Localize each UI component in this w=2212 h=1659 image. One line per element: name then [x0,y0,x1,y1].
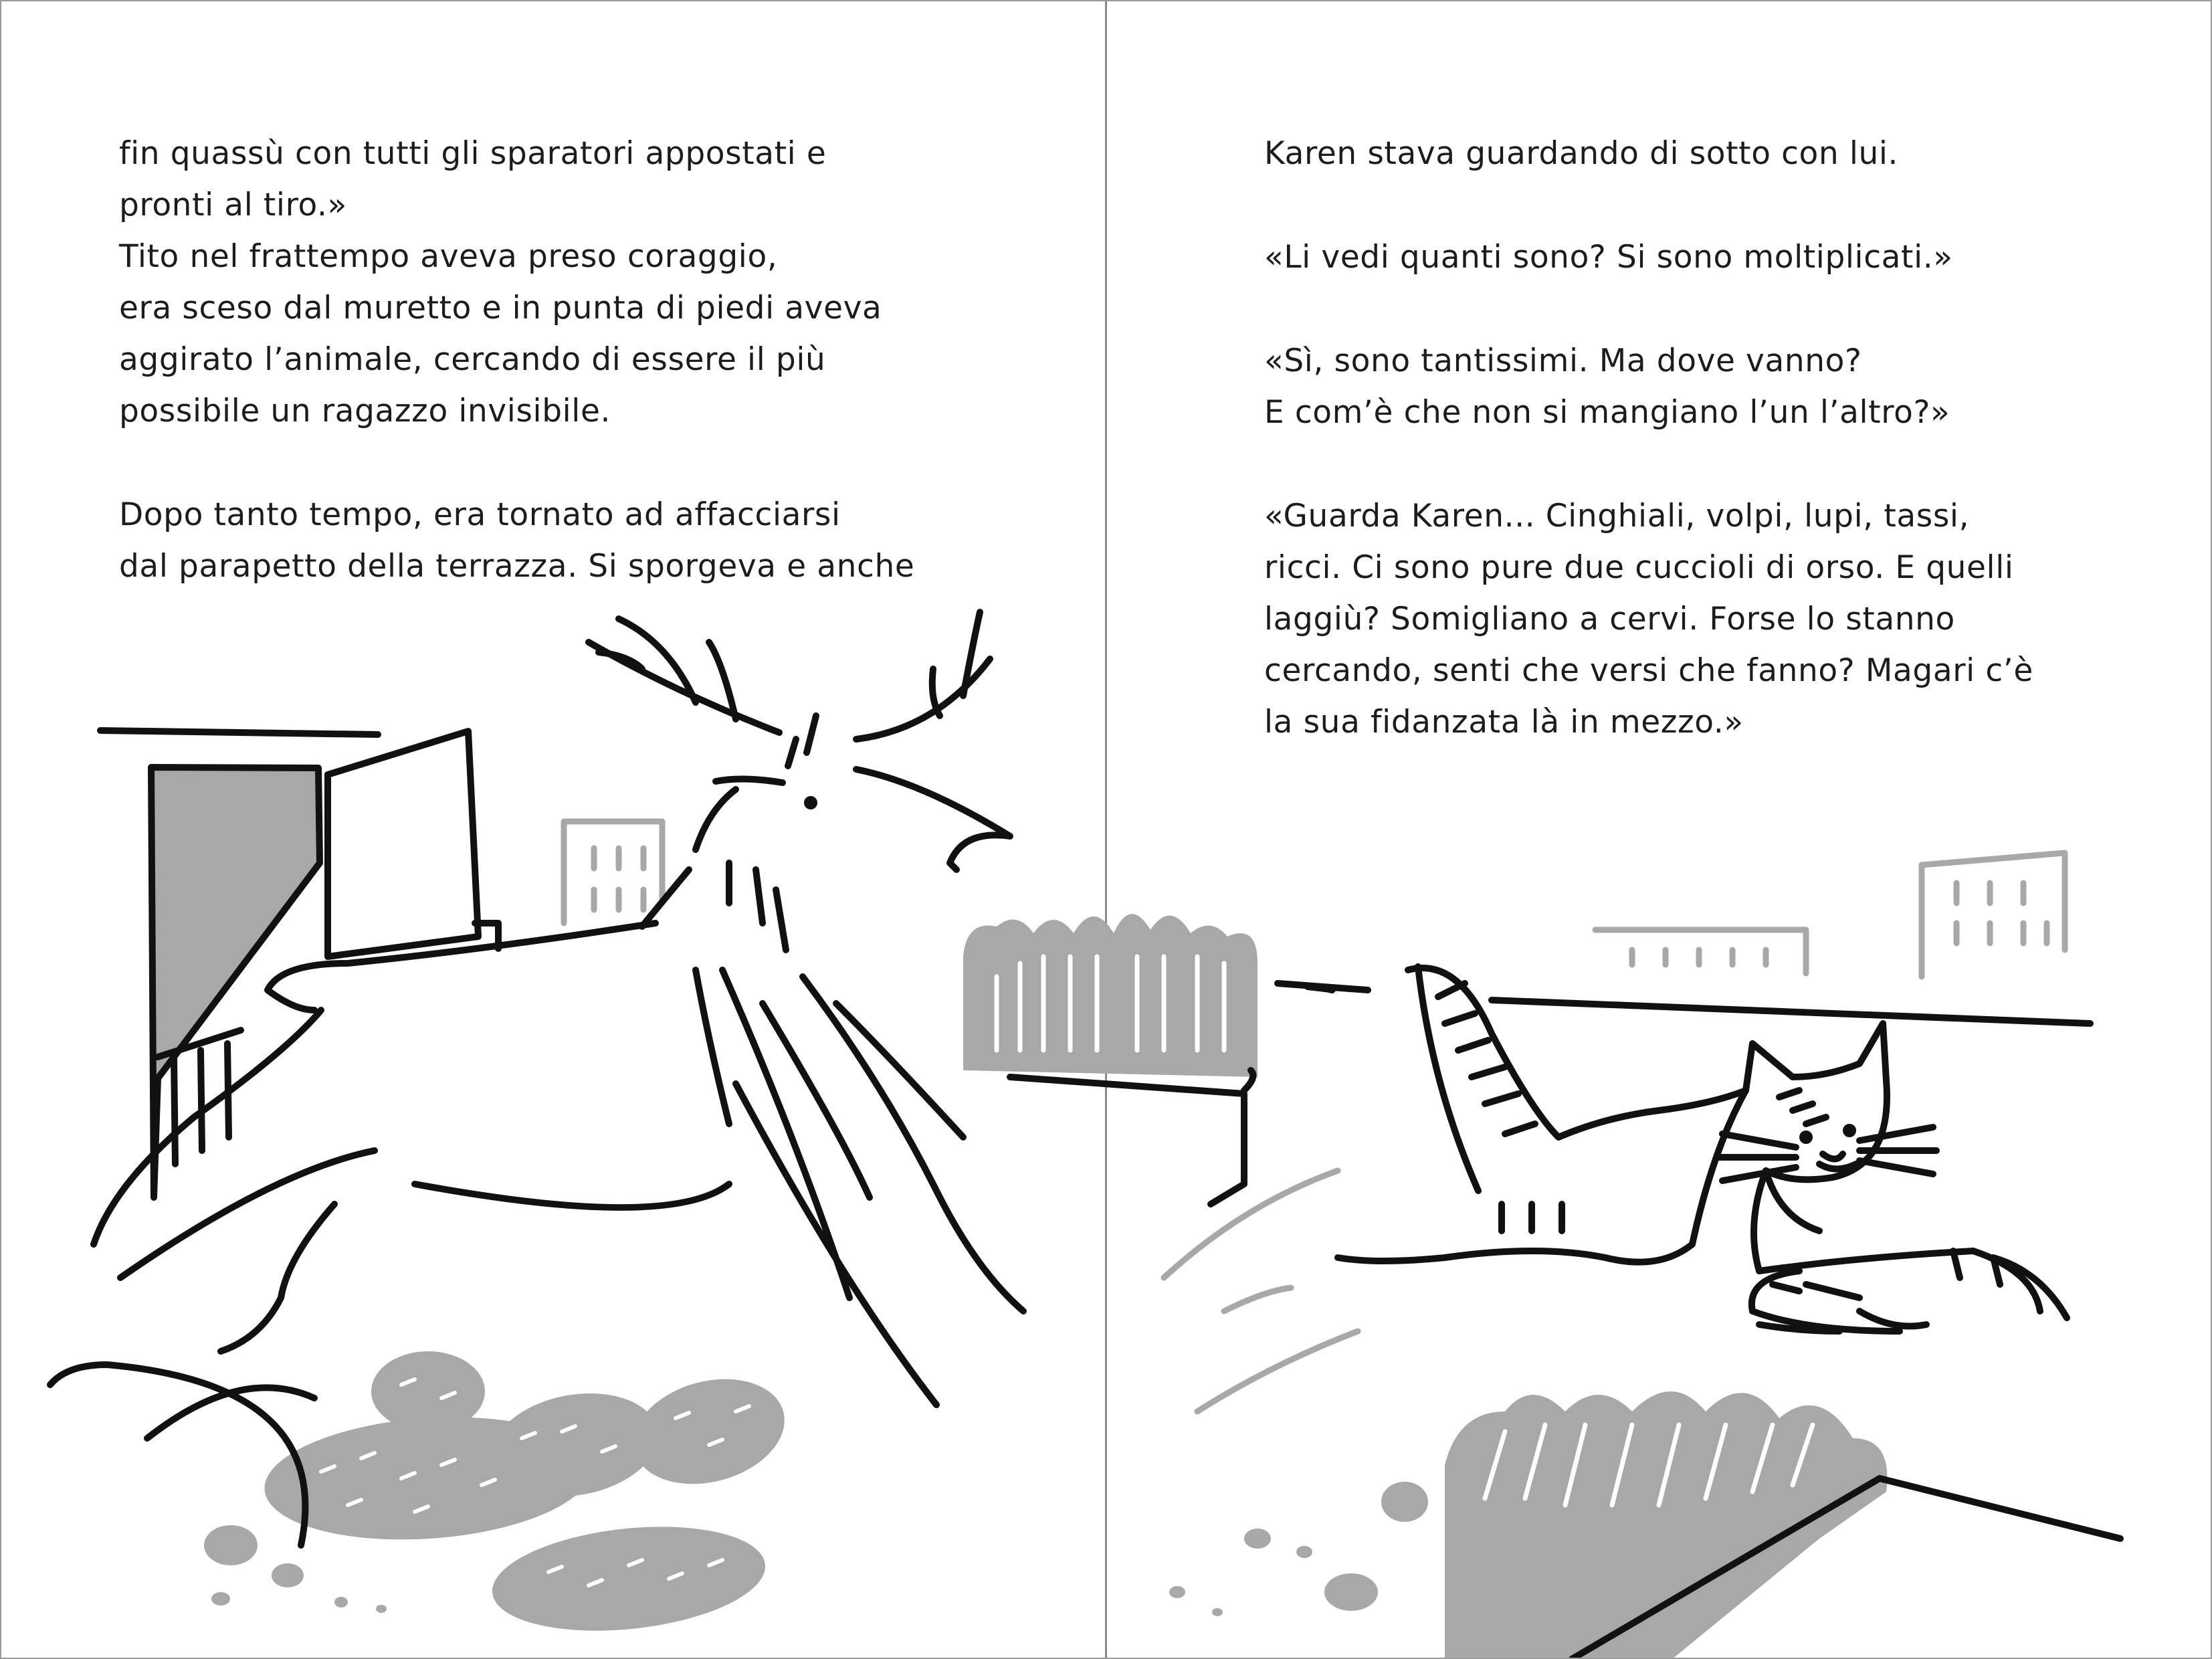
doorway-illustration [100,730,498,1197]
text-line: «Sì, sono tantissimi. Ma dove vanno? [1264,343,1862,379]
shrub-illustration [963,914,1258,1204]
text-line: «Li vedi quanti sono? Si sono moltiplicati.» [1264,239,1953,276]
text-line: E com’è che non si mangiano l’un l’altro?» [1264,394,1950,431]
text-line: cercando, senti che versi che fanno? Magari c’è [1264,652,2033,689]
text-line: pronti al tiro.» [119,187,347,223]
text-line: laggiù? Somigliano a cervi. Forse lo stanno [1264,601,1955,638]
motion-lines [1164,1171,1358,1411]
cactus-illustration [50,1351,796,1643]
rooftop-ledge [1278,983,2090,1023]
building-illustration [564,821,662,923]
shrub-illustration [1169,1391,2120,1659]
text-line: aggirato l’animale, cercando di essere il più [119,341,826,378]
text-line: «Guarda Karen... Cinghiali, volpi, lupi, tassi, [1264,498,1970,534]
text-line: dal parapetto della terrazza. Si sporgeva e anche [119,548,915,585]
text-line: la sua fidanzata là in mezzo.» [1264,704,1744,741]
building-illustration [1595,853,2065,977]
text-line: era sceso dal muretto e in punta di piedi aveva [119,290,882,326]
text-line: possibile un ragazzo invisibile. [119,393,611,429]
text-line: Karen stava guardando di sotto con lui. [1264,135,1899,172]
text-line: fin quassù con tutti gli sparatori appostati e [119,135,827,172]
text-line: Dopo tanto tempo, era tornato ad affacciarsi [119,496,841,533]
text-line: Tito nel frattempo aveva preso coraggio, [119,238,778,275]
text-line: ricci. Ci sono pure due cuccioli di orso. E quelli [1264,549,2014,586]
